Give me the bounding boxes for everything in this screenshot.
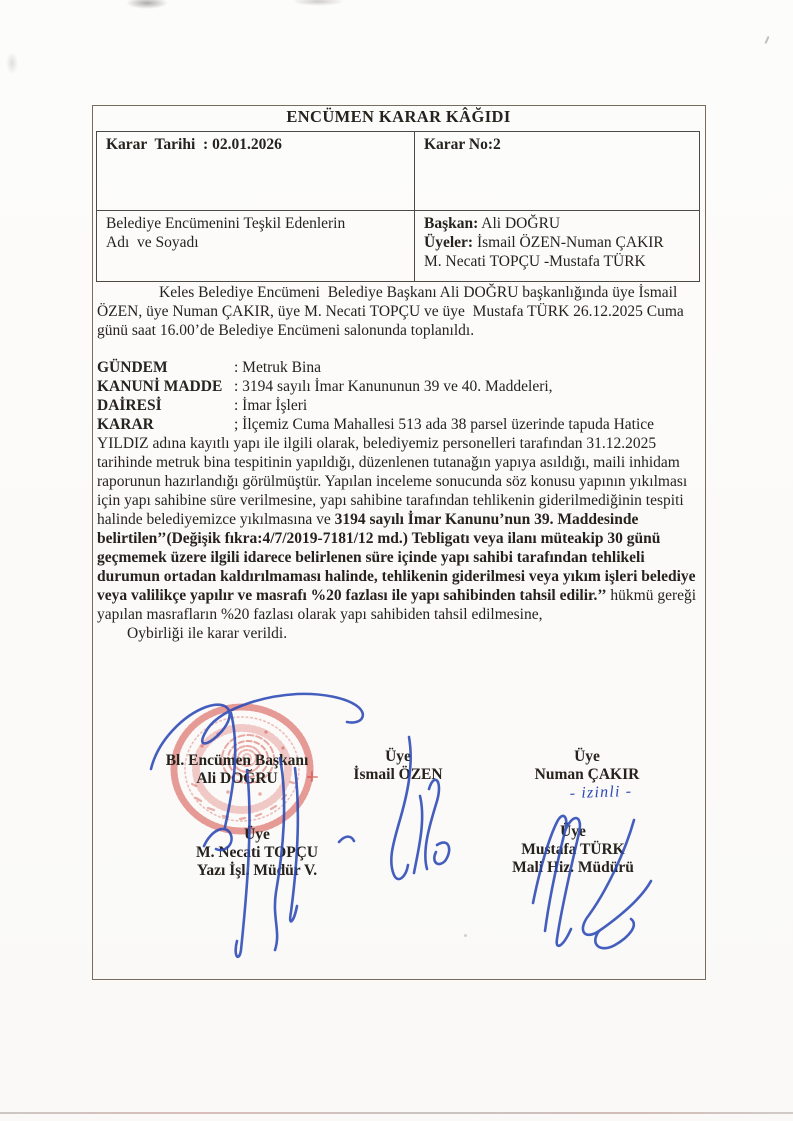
- karar-label: KARAR: [97, 416, 154, 433]
- gundem-row: [97, 358, 701, 377]
- signer-role: Üye: [560, 823, 586, 840]
- karar-text: ; İlçemiz Cuma Mahallesi 513 ada 38 parsel üzerinde tapuda Hatice YILDIZ adına kayıtlı yapı ile ilgili olarak, belediyemiz personelleri tarafından 31.12.2025 tarihinde metruk bina tespitinin yapıldığı, düzenlenen tutanağın yapıya asıldığı, maili inhidam raporunun hazırlandığı görülmüştür. Yapılan inceleme sonucunda söz konusu yapının yıkılması için yapı sahibine süre verilmesine, yapı sahibine tarafından tehlikenin giderilmediğinin tespiti halinde belediyemizce yıkılmasına ve: [97, 416, 692, 528]
- decision-date: Karar Tarihi : 02.01.2026: [106, 136, 282, 153]
- document-title: ENCÜMEN KARAR KÂĞIDI: [286, 107, 511, 126]
- uyeler-names: İsmail ÖZEN-Numan ÇAKIR: [473, 234, 664, 251]
- baskan-name: Ali DOĞRU: [478, 215, 561, 232]
- signer-role: Üye: [244, 826, 270, 843]
- kanuni-madde-row: [97, 377, 701, 396]
- karar-quoted-law-text: 3194 sayılı İmar Kanunu’nun 39. Maddesinde belirtilen’’(Değişik fıkra:4/7/2019-7181/12 md.) Tebligatı veya ilanı müteakip 30 günü geçmemek üzere ilgili idarece belirlenen süre içinde yapı sahibi tarafından tehlikeli durumun ortadan kaldırılmaması halinde, tehlikenin giderilmesi veya yıkım işleri belediye veya valilikçe yapılır ve masrafı %20 fazlası ile yapı sahibinden tahsil edilir.’’: [97, 511, 700, 604]
- signer-role: Üye: [574, 748, 600, 765]
- signer-name: Mustafa TÜRK: [521, 841, 625, 858]
- signer-role: Bl. Encümen Başkanı: [165, 752, 309, 769]
- table-row: [97, 211, 700, 282]
- decision-date-cell: [97, 132, 415, 211]
- signature-block-cakir: [535, 748, 640, 784]
- gundem-value: : Metruk Bina: [234, 359, 321, 376]
- scan-edge-line: [0, 1112, 793, 1114]
- baskan-label: Başkan:: [424, 215, 479, 232]
- dairesi-value: : İmar İşleri: [234, 397, 308, 414]
- karar-paragraph: [97, 415, 701, 624]
- scan-smudge: [292, 0, 344, 6]
- intro-paragraph: Keles Belediye Encümeni Belediye Başkanı Ali DOĞRU başkanlığında üye İsmail ÖZEN, üye Numan ÇAKIR, üye M. Necati TOPÇU ve üye Mustafa TÜRK 26.12.2025 Cuma günü saat 16.00’de Belediye Encümeni salonunda toplanıldı.: [97, 284, 688, 339]
- signer-title: Yazı İşl. Müdür V.: [196, 862, 318, 879]
- signature-block-baskan: [166, 752, 309, 788]
- members-caption-line: Belediye Encümenini Teşkil Edenlerin: [106, 215, 346, 232]
- uyeler-names-2: M. Necati TOPÇU -Mustafa TÜRK: [424, 253, 646, 270]
- members-caption-line: Adı ve Soyadı: [106, 234, 199, 251]
- signer-name: İsmail ÖZEN: [353, 766, 443, 783]
- scan-smudge: [6, 52, 18, 74]
- kanuni-madde-label: KANUNİ MADDE: [97, 378, 223, 395]
- dairesi-row: [97, 396, 701, 415]
- scan-smudge: [126, 0, 168, 9]
- closing-line: Oybirliği ile karar verildi.: [127, 625, 288, 642]
- signature-block-ozen: [353, 748, 442, 784]
- signer-name: Numan ÇAKIR: [534, 766, 640, 783]
- members-caption-cell: [97, 211, 415, 282]
- signer-name: M. Necati TOPÇU: [195, 844, 319, 861]
- decision-number-cell: [415, 132, 700, 211]
- members-list-cell: [415, 211, 700, 282]
- dairesi-label: DAİRESİ: [97, 397, 162, 414]
- gundem-label: GÜNDEM: [97, 359, 168, 376]
- izinli-handwritten-note: - izinli -: [569, 782, 633, 803]
- signature-block-topcu: [196, 826, 318, 880]
- signer-role: Üye: [385, 748, 411, 765]
- decision-body: [97, 283, 701, 643]
- karar-text-end: hükmü gereği yapılan masrafların %20 fazlası olarak yapı sahibiden tahsil edilmesine,: [97, 587, 700, 623]
- decision-number: Karar No:2: [424, 136, 501, 153]
- signer-title: Mali Hiz. Müdürü: [512, 859, 634, 876]
- decision-meta-table: [96, 131, 700, 282]
- kanuni-madde-value: : 3194 sayılı İmar Kanununun 39 ve 40. Maddeleri,: [234, 378, 553, 395]
- scan-speck: [764, 36, 769, 44]
- signer-name: Ali DOĞRU: [196, 770, 278, 787]
- table-row: [97, 132, 700, 211]
- uyeler-label: Üyeler:: [424, 234, 474, 251]
- signature-block-turk: [512, 823, 634, 877]
